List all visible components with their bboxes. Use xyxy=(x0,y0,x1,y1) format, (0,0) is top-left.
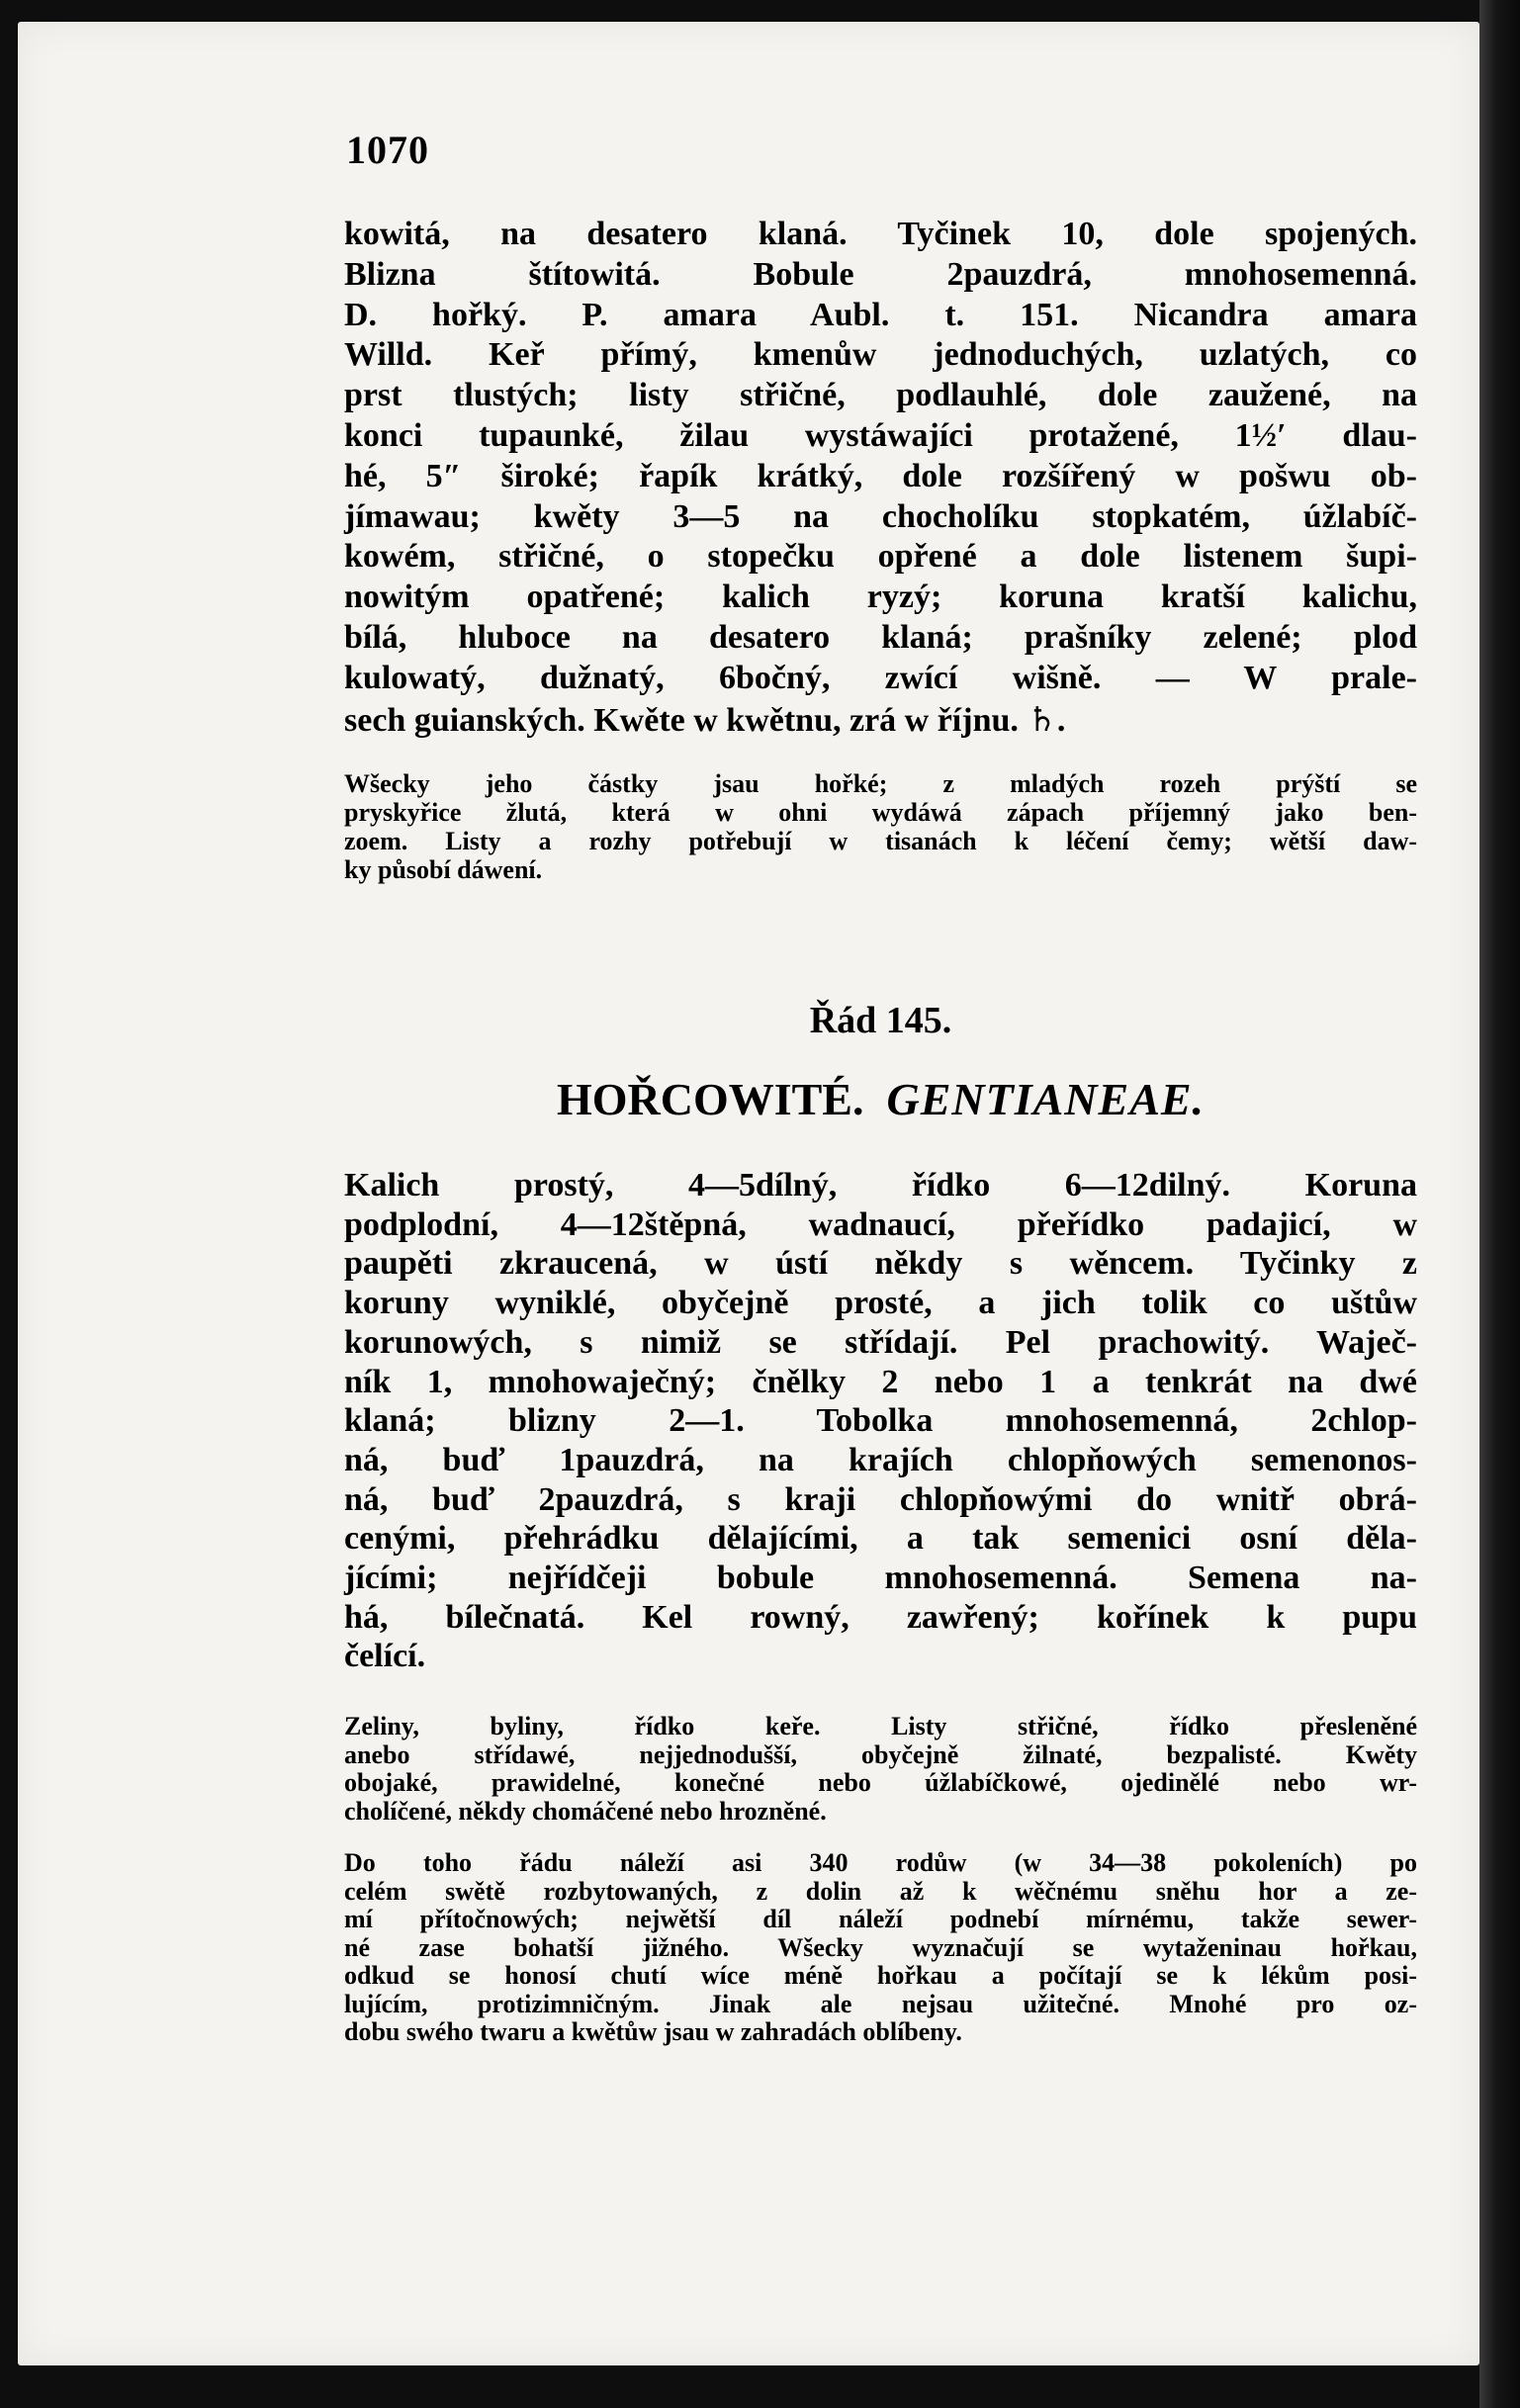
description-line: koruny wyniklé, obyčejně prosté, a jich tolik co uštůw xyxy=(344,1285,1417,1322)
family-latin-name: GENTIANEAE. xyxy=(886,1074,1206,1124)
order-heading: Řád 145. xyxy=(809,1000,952,1041)
body-line: hé, 5″ široké; řapík krátký, dole rozšířený w pošwu ob- xyxy=(344,457,1417,494)
body-line: prst tlustých; listy střičné, podlauhlé, dole zaužené, na xyxy=(344,377,1417,414)
body-line: Blizna štítowitá. Bobule 2pauzdrá, mnohosemenná. xyxy=(344,255,1417,293)
note-line: Wšecky jeho částky jsau hořké; z mladých rozeh prýští se xyxy=(344,769,1417,798)
note-line: zoem. Listy a rozhy potřebují w tisanách k léčení čemy; wětší daw- xyxy=(344,827,1417,855)
note-line: mí přítočnowých; nejwětší díl náleží podnebí mírnému, takže sewer- xyxy=(344,1905,1417,1933)
note-line: pryskyřice žlutá, která w ohni wydáwá zápach příjemný jako ben- xyxy=(344,798,1417,827)
description-line: klaná; blizny 2—1. Tobolka mnohosemenná, 2chlop- xyxy=(344,1402,1417,1440)
note-line: Zeliny, byliny, řídko keře. Listy střičné, řídko přesleněné xyxy=(344,1712,1417,1740)
note-line: Do toho řádu náleží asi 340 rodůw (w 34—38 pokoleních) po xyxy=(344,1848,1417,1877)
body-line: nowitým opatřené; kalich ryzý; koruna kratší kalichu, xyxy=(344,579,1417,616)
body-line: konci tupaunké, žilau wystáwajíci protažené, 1½′ dlau- xyxy=(344,417,1417,454)
family-heading xyxy=(344,1073,1417,1125)
body-line: kulowatý, dužnatý, 6bočný, zwící wišně. — W prale- xyxy=(344,659,1417,696)
note-line: odkud se honosí chutí wíce méně hořkau a počítají se k lékům posi- xyxy=(344,1961,1417,1990)
page-number: 1070 xyxy=(346,128,429,172)
description-line: há, bílečnatá. Kel rowný, zawřený; kořínek k pupu xyxy=(344,1598,1417,1636)
body-line: D. hořký. P. amara Aubl. t. 151. Nicandra amara xyxy=(344,296,1417,333)
body-line: bílá, hluboce na desatero klaná; prašníky zelené; plod xyxy=(344,619,1417,656)
description-line: Kalich prostý, 4—5dílný, řídko 6—12dilný. Koruna xyxy=(344,1167,1417,1204)
description-line: korunowých, s nimiž se střídají. Pel prachowitý. Waječ- xyxy=(344,1323,1417,1361)
note-line: ky působí dáwení. xyxy=(344,855,543,884)
description-line: ná, buď 1pauzdrá, na krajích chlopňowých semenonos- xyxy=(344,1441,1417,1478)
description-line: ník 1, mnohowaječný; čnělky 2 nebo 1 a tenkrát na dwé xyxy=(344,1363,1417,1400)
description-line: jícími; nejřídčeji bobule mnohosemenná. Semena na- xyxy=(344,1560,1417,1596)
description-line: cenými, přehrádku dělajícími, a tak semenici osní děla- xyxy=(344,1520,1417,1558)
note-line: cholíčené, někdy chomáčené nebo hrozněné. xyxy=(344,1796,827,1826)
description-line: paupěti zkraucená, w ústí někdy s wěncem. Tyčinky z xyxy=(344,1245,1417,1283)
body-line: kowém, střičné, o stopečku opřené a dole listenem šupi- xyxy=(344,538,1417,576)
note-line: né zase bohatší jižného. Wšecky wyznačují se wytaženinau hořkau, xyxy=(344,1932,1417,1962)
note-line: obojaké, prawidelné, konečné nebo úžlabíčkowé, ojedinělé nebo wr- xyxy=(344,1768,1417,1797)
description-line: čelící. xyxy=(344,1638,426,1675)
description-line: podplodní, 4—12štěpná, wadnaucí, přeřídko padajicí, w xyxy=(344,1205,1417,1243)
body-line: jímawau; kwěty 3—5 na chocholíku stopkatém, úžlabíč- xyxy=(344,497,1417,535)
note-line: celém swětě rozbytowaných, z dolin až k wěčnému sněhu hor a ze- xyxy=(344,1876,1417,1906)
body-line: sech guianských. Kwěte w kwětnu, zrá w říjnu. ♄. xyxy=(344,701,1066,739)
body-line: Willd. Keř přímý, kmenůw jednoduchých, uzlatých, co xyxy=(344,336,1417,374)
body-line: kowitá, na desatero klaná. Tyčinek 10, dole spojených. xyxy=(344,216,1417,252)
note-line: anebo střídawé, nejjednodušší, obyčejně žilnaté, bezpalisté. Kwěty xyxy=(344,1739,1417,1769)
note-line: lujícím, protizimničným. Jinak ale nejsau užitečné. Mnohé pro oz- xyxy=(344,1989,1417,2018)
description-line: ná, buď 2pauzdrá, s kraji chlopňowými do wnitř obrá- xyxy=(344,1480,1417,1518)
page-edge-shadow xyxy=(1479,0,1520,2408)
family-czech-name: HOŘCOWITÉ. xyxy=(556,1074,864,1124)
note-line: dobu swého twaru a kwětůw jsau w zahradách oblíbeny. xyxy=(344,2017,962,2046)
